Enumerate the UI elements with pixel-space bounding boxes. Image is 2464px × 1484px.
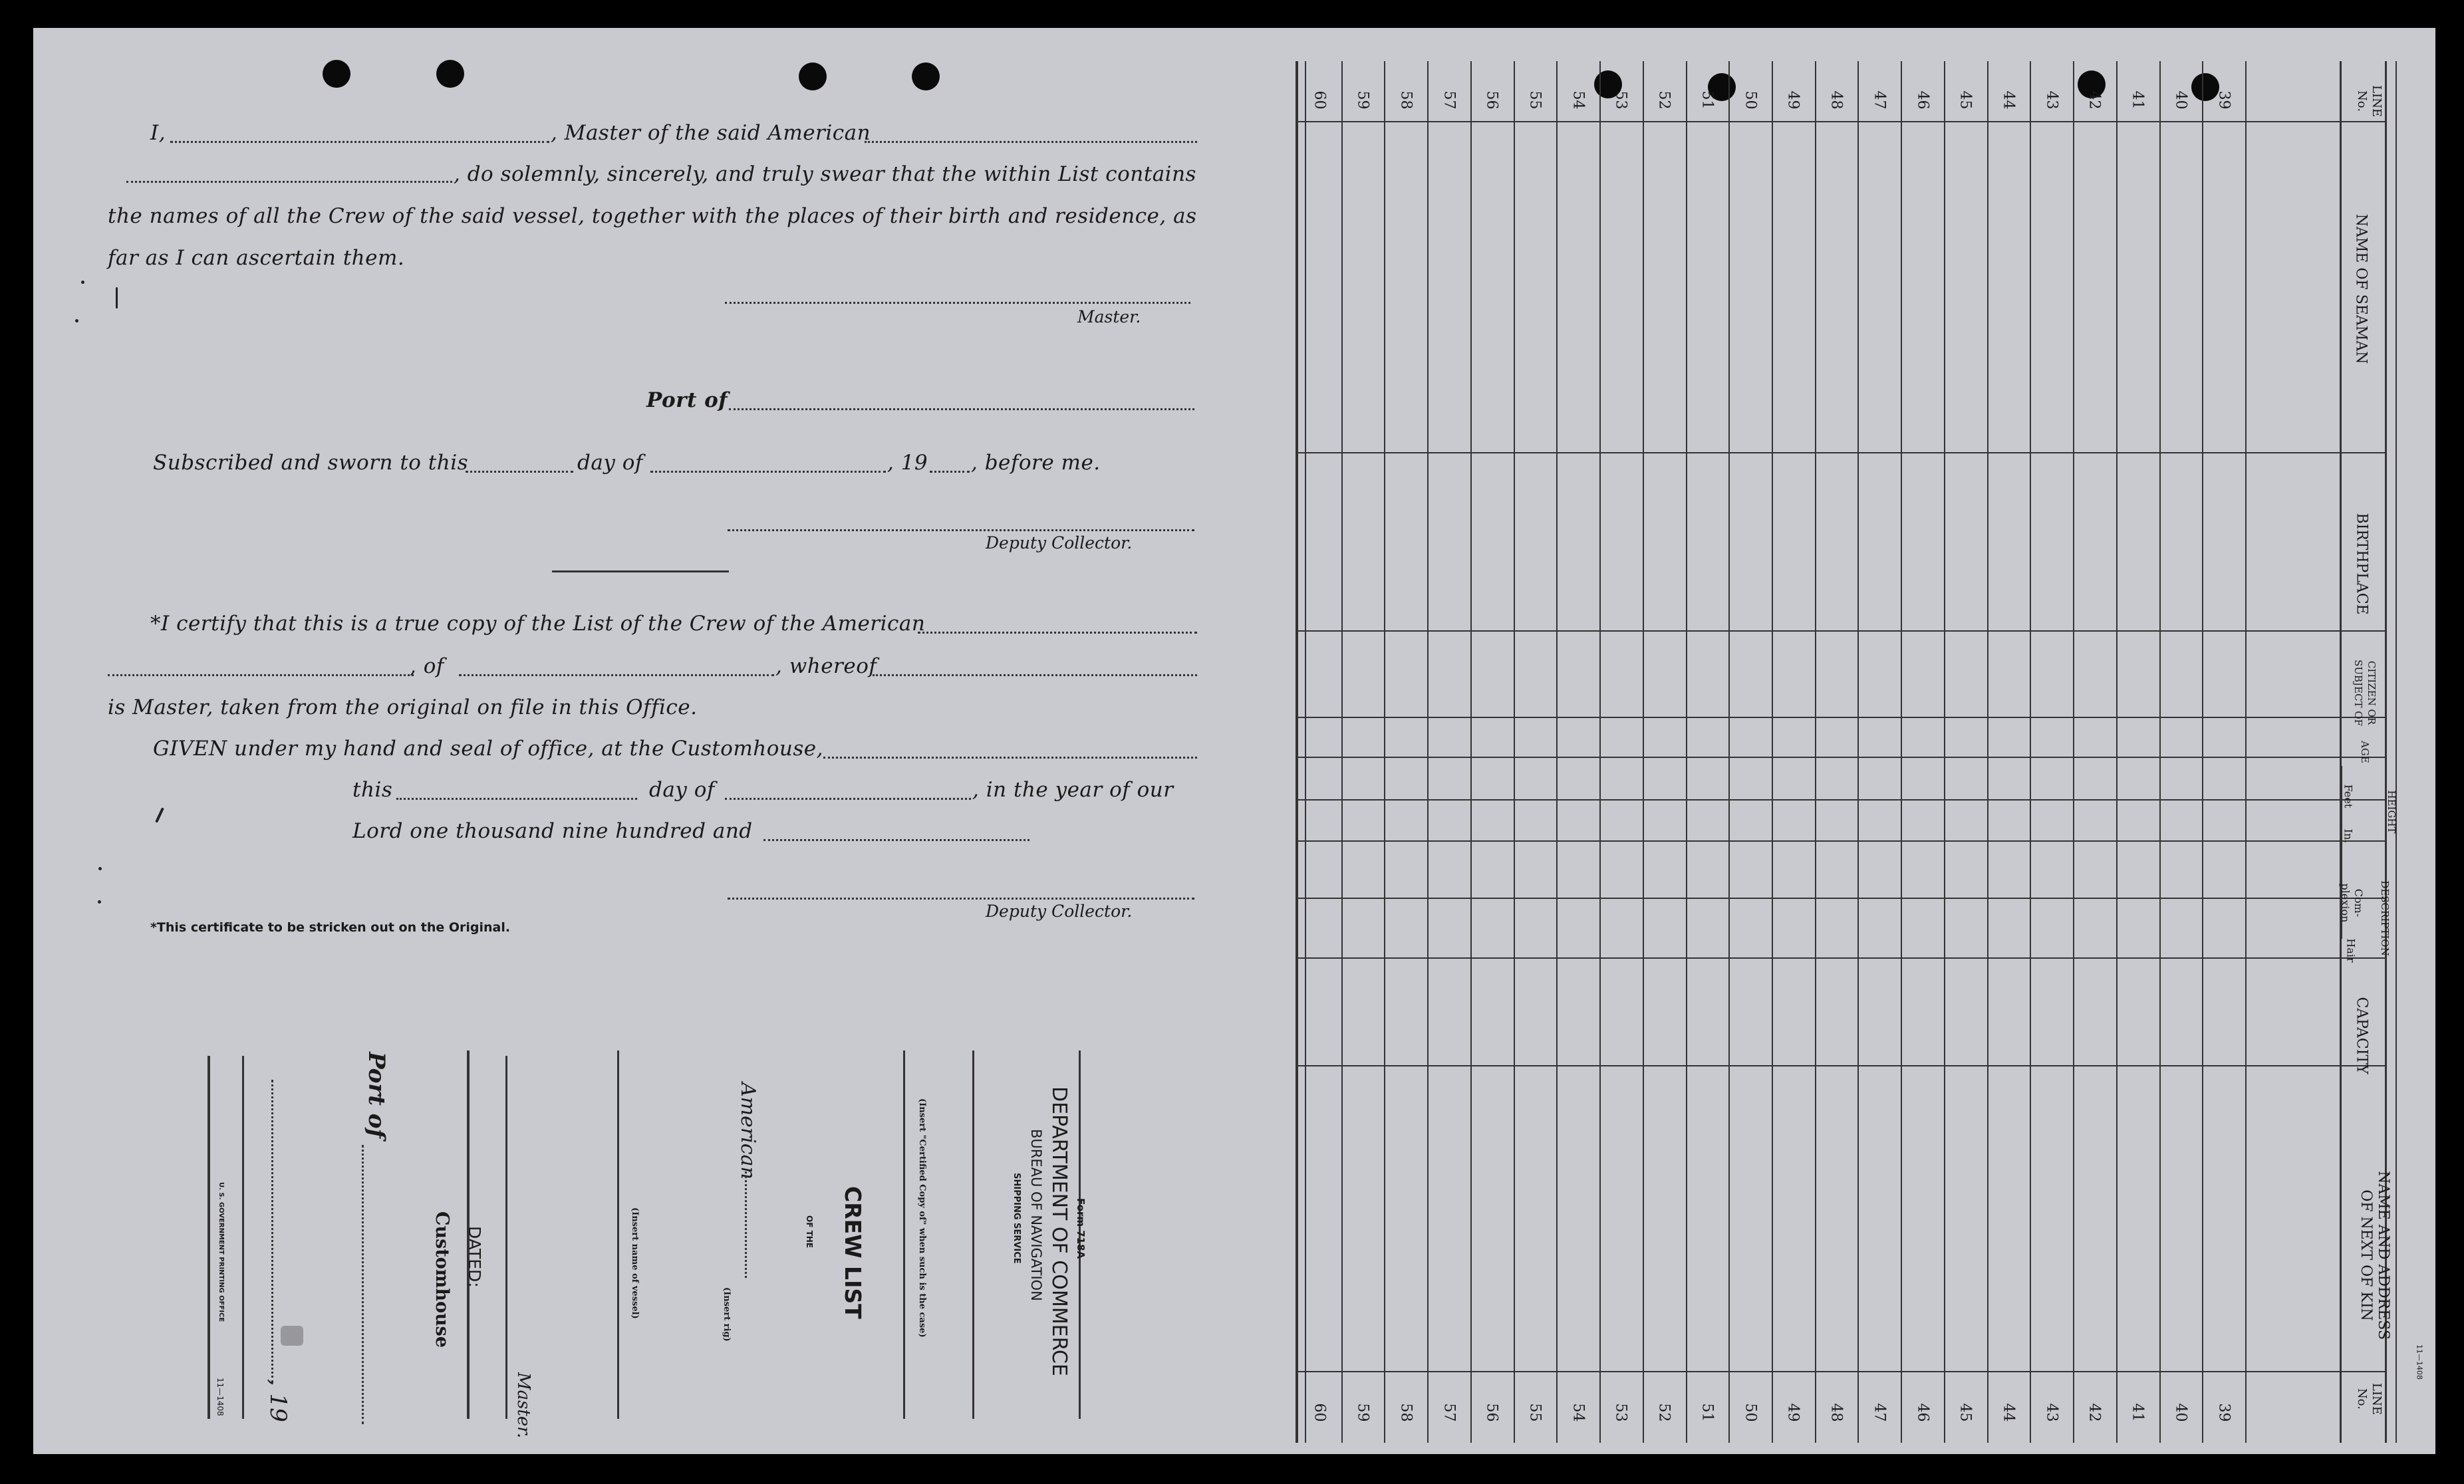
header-name-of-seaman: NAME OF SEAMAN	[2352, 213, 2370, 364]
certificate-whereof: , whereof	[775, 654, 877, 678]
grid-vline	[1901, 61, 1902, 1443]
line-number: 53	[1612, 1403, 1629, 1422]
line-number: 60	[1311, 90, 1328, 110]
deputy-collector-label-1: Deputy Collector.	[986, 533, 1133, 553]
header-age: AGE	[2359, 741, 2371, 763]
grid-vline	[1987, 61, 1988, 1443]
line-number: 54	[1570, 90, 1587, 110]
grid-vline	[2396, 61, 2397, 1443]
grid-vline	[1305, 61, 1306, 1443]
certificate-line1: *I certify that this is a true copy of the List of the Crew of the American	[150, 612, 926, 636]
grid-vline	[1514, 61, 1515, 1443]
grid-vline	[1599, 61, 1601, 1443]
line-number: 51	[1699, 1403, 1716, 1422]
header-citizen: CITIZEN OR SUBJECT OF	[2352, 660, 2378, 726]
header-line-no: LINE No.	[2355, 85, 2384, 117]
line-number: 50	[1742, 1403, 1759, 1422]
grid-vline	[1384, 61, 1385, 1443]
cover-american: American	[736, 1082, 759, 1179]
cover-form-number: Form 718A	[1075, 1198, 1087, 1259]
line-number: 55	[1526, 90, 1544, 110]
oath-line2: , do solemnly, sincerely, and truly swear that the within List contains	[454, 162, 1196, 186]
grid-vline	[2245, 61, 2247, 1443]
line-number: 51	[1699, 90, 1716, 110]
grid-vline	[1470, 61, 1472, 1443]
line-number: 56	[1483, 1403, 1500, 1422]
line-number: 41	[2129, 1403, 2146, 1422]
line-number: 52	[1655, 90, 1673, 110]
grid-vline	[1728, 61, 1730, 1443]
line-number: 52	[1655, 1403, 1673, 1422]
line-number: 48	[1828, 1403, 1845, 1422]
cover-insert-certified: (Insert "Certified Copy of" when such is the case)	[917, 1098, 927, 1338]
header-feet: Feet	[2342, 784, 2355, 808]
line-number: 45	[1957, 1403, 1974, 1422]
grid-hline	[1298, 799, 2385, 801]
line-number: 59	[1354, 90, 1371, 110]
line-number: 60	[1311, 1403, 1328, 1422]
line-number: 57	[1440, 90, 1458, 110]
subscribed-b: day of	[577, 451, 643, 475]
certificate-of: , of	[410, 654, 444, 678]
line-number: 58	[1397, 1403, 1415, 1422]
line-number: 44	[2000, 90, 2017, 110]
subscribed-c: , 19	[887, 451, 928, 475]
line-number: 54	[1570, 1403, 1587, 1422]
cover-dated: DATED:	[465, 1226, 484, 1288]
certificate-line3: is Master, taken from the original on file in this Office.	[108, 695, 698, 719]
cover-nineteen: , 19	[265, 1379, 291, 1422]
grid-vline	[1341, 61, 1343, 1443]
grid-vline	[2340, 61, 2342, 1443]
certificate-line4: GIVEN under my hand and seal of office, at the Customhouse,	[153, 737, 823, 761]
grid-vline	[1427, 61, 1429, 1443]
grid-hline	[1298, 121, 2385, 122]
grid-code: 11—1408	[2415, 1344, 2424, 1380]
line-number: 41	[2129, 90, 2146, 110]
oath-line4: far as I can ascertain them.	[108, 246, 405, 270]
grid-hline	[1298, 840, 2385, 842]
grid-vline	[1857, 61, 1859, 1443]
grid-vline	[1772, 61, 1773, 1443]
subscribed-d: , before me.	[971, 451, 1101, 475]
oath-line1-mid: , Master of the said American	[551, 121, 871, 145]
cover-insert-name: (Insert name of vessel)	[630, 1207, 640, 1319]
grid-vline	[2116, 61, 2118, 1443]
line-number: 47	[1871, 90, 1888, 110]
grid-hline	[1298, 452, 2385, 453]
header-description: DESCRIPTION	[2379, 880, 2391, 956]
line-number: 49	[1784, 90, 1802, 110]
footer-line-no: LINE No.	[2355, 1383, 2384, 1415]
grid-vline	[2073, 61, 2074, 1443]
certificate-this: this	[352, 778, 393, 802]
cover-customhouse: Customhouse	[432, 1211, 452, 1348]
line-number: 43	[2043, 90, 2060, 110]
line-number: 58	[1397, 90, 1415, 110]
certificate-line6: Lord one thousand nine hundred and	[352, 819, 753, 843]
certificate-dayof: day of	[649, 778, 715, 802]
grid-hline	[1298, 1371, 2385, 1372]
deputy-collector-label-2: Deputy Collector.	[986, 902, 1133, 921]
line-number: 46	[1914, 90, 1931, 110]
grid-hline	[1298, 898, 2385, 899]
grid-vline	[2030, 61, 2031, 1443]
header-complexion: Com- plexion	[2339, 883, 2365, 923]
cover-service: SHIPPING SERVICE	[1012, 1173, 1022, 1264]
line-number: 45	[1957, 90, 1974, 110]
grid-vline	[1296, 61, 1298, 1443]
line-number: 46	[1914, 1403, 1931, 1422]
grid-vline	[1686, 61, 1687, 1443]
header-next-of-kin: NAME AND ADDRESS OF NEXT OF KIN	[2358, 1170, 2392, 1340]
certificate-footnote: *This certificate to be stricken out on the Original.	[150, 920, 511, 935]
port-of-label: Port of	[646, 388, 728, 412]
line-number: 42	[2086, 90, 2103, 110]
grid-vline	[2159, 61, 2161, 1443]
line-number: 39	[2215, 1403, 2233, 1422]
line-number: 55	[1526, 1403, 1544, 1422]
cover-bureau: BUREAU OF NAVIGATION	[1028, 1129, 1044, 1301]
grid-hline	[1298, 757, 2385, 758]
oath-line3: the names of all the Crew of the said vessel, together with the places of their birth and residence, as	[108, 204, 1197, 228]
line-number: 57	[1440, 1403, 1458, 1422]
line-number: 40	[2172, 90, 2189, 110]
grid-hline	[1298, 957, 2385, 959]
line-number: 47	[1871, 1403, 1888, 1422]
header-height: HEIGHT	[2386, 790, 2397, 834]
crew-list-form-page	[33, 28, 2435, 1454]
cover-of-the: OF THE	[805, 1215, 814, 1249]
line-number: 48	[1828, 90, 1845, 110]
line-number: 40	[2172, 1403, 2189, 1422]
crew-grid	[33, 28, 2435, 1454]
grid-vline	[1556, 61, 1558, 1443]
header-hair: Hair	[2344, 938, 2358, 963]
line-number: 59	[1354, 1403, 1371, 1422]
line-number: 39	[2215, 90, 2233, 110]
master-label: Master.	[1077, 307, 1141, 326]
cover-code: 11—1408	[215, 1378, 225, 1416]
cover-department: DEPARTMENT OF COMMERCE	[1047, 1086, 1071, 1376]
header-birthplace: BIRTHPLACE	[2353, 513, 2370, 615]
cover-port-of: Port of	[363, 1052, 390, 1139]
line-number: 43	[2043, 1403, 2060, 1422]
grid-hline	[1298, 630, 2385, 632]
line-number: 49	[1784, 1403, 1802, 1422]
certificate-year: , in the year of our	[972, 778, 1174, 802]
cover-master: Master.	[513, 1372, 533, 1439]
cover-insert-rig: (Insert rig)	[722, 1287, 732, 1342]
grid-vline	[1815, 61, 1816, 1443]
line-number: 53	[1612, 90, 1629, 110]
line-number: 50	[1742, 90, 1759, 110]
header-inches: In.	[2342, 828, 2355, 844]
header-capacity: CAPACITY	[2353, 997, 2370, 1074]
cover-title: CREW LIST	[840, 1186, 866, 1319]
line-number: 44	[2000, 1403, 2017, 1422]
grid-hline	[1298, 717, 2385, 718]
line-number: 56	[1483, 90, 1500, 110]
cover-printer: U. S. GOVERNMENT PRINTING OFFICE	[217, 1182, 225, 1322]
oath-line1-pre: I,	[150, 121, 166, 145]
grid-hline	[1298, 1065, 2385, 1066]
grid-vline	[1643, 61, 1644, 1443]
grid-vline	[2202, 61, 2203, 1443]
subscribed-a: Subscribed and sworn to this	[153, 451, 469, 475]
line-number: 42	[2086, 1403, 2103, 1422]
grid-vline	[1944, 61, 1945, 1443]
